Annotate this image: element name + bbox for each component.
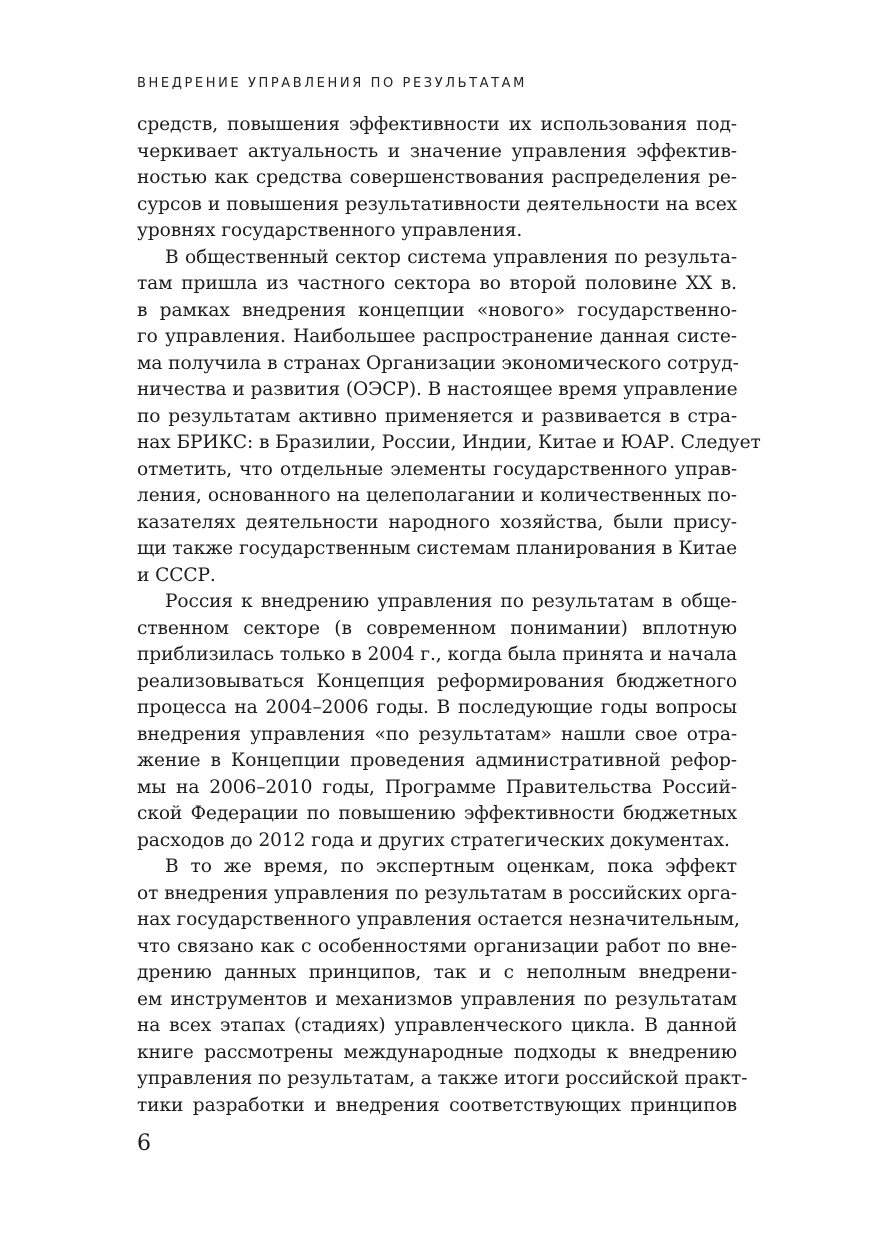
paragraph-1: [137, 112, 737, 245]
text-line: го управления. Наибольшее распространение данная систе-: [137, 326, 737, 347]
text-line: нах государственного управления остается незначительным,: [137, 909, 740, 930]
page-number: 6: [137, 1131, 151, 1156]
text-line: в рамках внедрения концепции «нового» государственно-: [137, 299, 737, 321]
paragraph-4: [137, 854, 748, 1119]
text-line: расходов до 2012 года и других стратегических документах.: [137, 829, 730, 851]
text-line: внедрения управления «по результатам» нашли свое отра-: [137, 723, 737, 745]
text-line: на всех этапах (стадиях) управленческого цикла. В данной: [137, 1015, 737, 1036]
paragraph-2: [137, 245, 761, 590]
text-line: В общественный сектор система управления по результа-: [165, 246, 737, 268]
text-line: уровнях государственного управления.: [137, 220, 523, 241]
running-head: ВНЕДРЕНИЕ УПРАВЛЕНИЯ ПО РЕЗУЛЬТАТАМ: [137, 76, 527, 91]
text-line: нах БРИКС: в Бразилии, России, Индии, Китае и ЮАР. Следует: [137, 432, 761, 453]
text-line: что связано как с особенностями организации работ по вне-: [137, 935, 737, 957]
text-line: книге рассмотрены международные подходы к внедрению: [137, 1041, 737, 1063]
text-line: тики разработки и внедрения соответствующих принципов: [137, 1094, 737, 1116]
text-line: реализовываться Концепция реформирования бюджетного: [137, 670, 737, 692]
text-line: по результатам активно применяется и развивается в стра-: [137, 405, 737, 427]
text-line: жение в Концепции проведения административной рефор-: [137, 750, 737, 771]
text-line: черкивает актуальность и значение управления эффектив-: [137, 140, 737, 162]
text-line: отметить, что отдельные элементы государственного управ-: [137, 458, 737, 480]
text-line: ничества и развития (ОЭСР). В настоящее время управление: [137, 379, 738, 400]
text-line: ской Федерации по повышению эффективности бюджетных: [137, 803, 737, 824]
text-line: процесса на 2004–2006 годы. В последующие годы вопросы: [137, 697, 737, 718]
text-line: щи также государственным системам планирования в Китае: [137, 538, 737, 559]
text-line: Россия к внедрению управления по результатам в обще-: [165, 591, 737, 612]
text-line: казателях деятельности народного хозяйства, были прису-: [137, 511, 737, 533]
text-line: мы на 2006–2010 годы, Программе Правительства Россий-: [137, 776, 737, 798]
text-line: ма получила в странах Организации экономического сотруд-: [137, 352, 739, 374]
text-line: ления, основанного на целеполагании и количественных по-: [137, 485, 737, 506]
text-line: средств, повышения эффективности их использования под-: [137, 114, 737, 135]
text-line: дрению данных принципов, так и с неполным внедрени-: [137, 962, 737, 983]
text-line: от внедрения управления по результатам в российских орга-: [137, 882, 737, 904]
body-text: [137, 112, 761, 1119]
paragraph-3: [137, 589, 737, 854]
text-line: ем инструментов и механизмов управления по результатам: [137, 988, 737, 1010]
text-line: там пришла из частного сектора во второй половине XX в.: [137, 273, 737, 294]
text-line: В то же время, по экспертным оценкам, пока эффект: [165, 856, 737, 877]
text-line: управления по результатам, а также итоги российской практ-: [137, 1068, 748, 1089]
text-line: сурсов и повышения результативности деятельности на всех: [137, 193, 737, 215]
text-line: ностью как средства совершенствования распределения ре-: [137, 167, 737, 188]
text-line: ственном секторе (в современном понимании) вплотную: [137, 617, 737, 639]
text-line: приблизилась только в 2004 г., когда была принята и начала: [137, 644, 737, 665]
text-line: и СССР.: [137, 564, 216, 586]
